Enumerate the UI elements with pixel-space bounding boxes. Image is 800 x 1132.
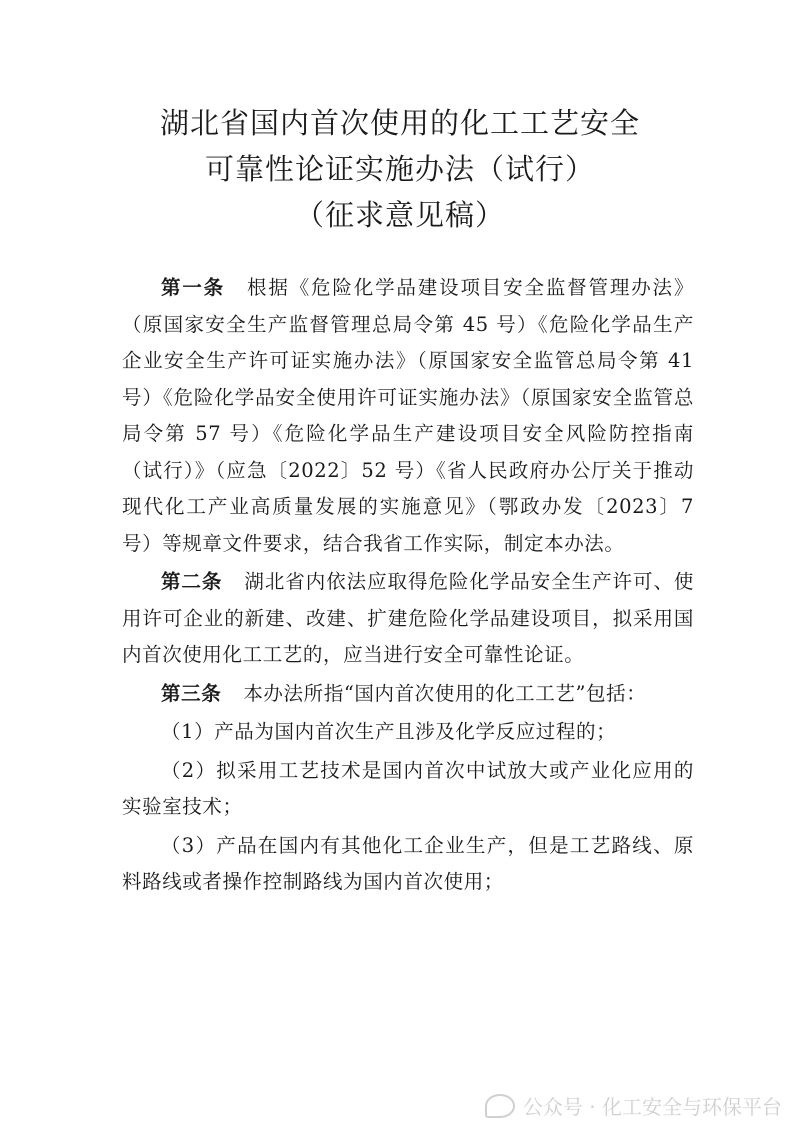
title-line-3: （征求意见稿） — [294, 198, 505, 232]
title-line-2: 可靠性论证实施办法（试行） — [204, 152, 595, 186]
article-1-text: 根据《危险化学品建设项目安全监督管理办法》（原国家安全生产监督管理总局令第 45 号）《危险化学品生产企业安全生产许可证实施办法》（原国家安全监管总局令第 41 号）《危险化学品安全使用许可证实施办法》（原国家安全监管总局令第 57 号）《危险化学品生产建设项目安全风险防控指南（试行）》（应急〔2022〕52 号）《省人民政府办公厅关于推动现代化工产业高质量发展的实施意见》（鄂政办发〔2023〕7 号）等规章文件要求，结合我省工作实际，制定本办法。 — [122, 276, 694, 555]
wechat-icon — [485, 1094, 515, 1118]
document-title — [0, 100, 800, 238]
title-line-1: 湖北省国内首次使用的化工工艺安全 — [159, 106, 640, 140]
article-2-head: 第二条 — [161, 570, 223, 593]
list-item-2: （2）拟采用工艺技术是国内首次中试放大或产业化应用的实验室技术； — [122, 758, 694, 818]
article-3-head: 第三条 — [161, 681, 222, 705]
list-item-1: （1）产品为国内首次生产且涉及化学反应过程的； — [161, 720, 617, 743]
watermark-label: 公众号 · 化工安全与环保平台 — [522, 1095, 782, 1119]
article-2-text: 湖北省内依法应取得危险化学品安全生产许可、使用许可企业的新建、改建、扩建危险化学品建设项目，拟采用国内首次使用化工工艺的，应当进行安全可靠性论证。 — [122, 570, 694, 666]
article-1-head: 第一条 — [161, 276, 226, 299]
article-1 — [122, 270, 694, 562]
article-2 — [122, 564, 694, 674]
article-3-text: 本办法所指“国内首次使用的化工工艺”包括： — [243, 681, 647, 705]
watermark — [485, 1091, 782, 1120]
article-3 — [122, 676, 694, 713]
list-item-3: （3）产品在国内有其他化工企业生产，但是工艺路线、原料路线或者操作控制路线为国内首次使用； — [122, 833, 694, 893]
document-body — [122, 270, 694, 903]
